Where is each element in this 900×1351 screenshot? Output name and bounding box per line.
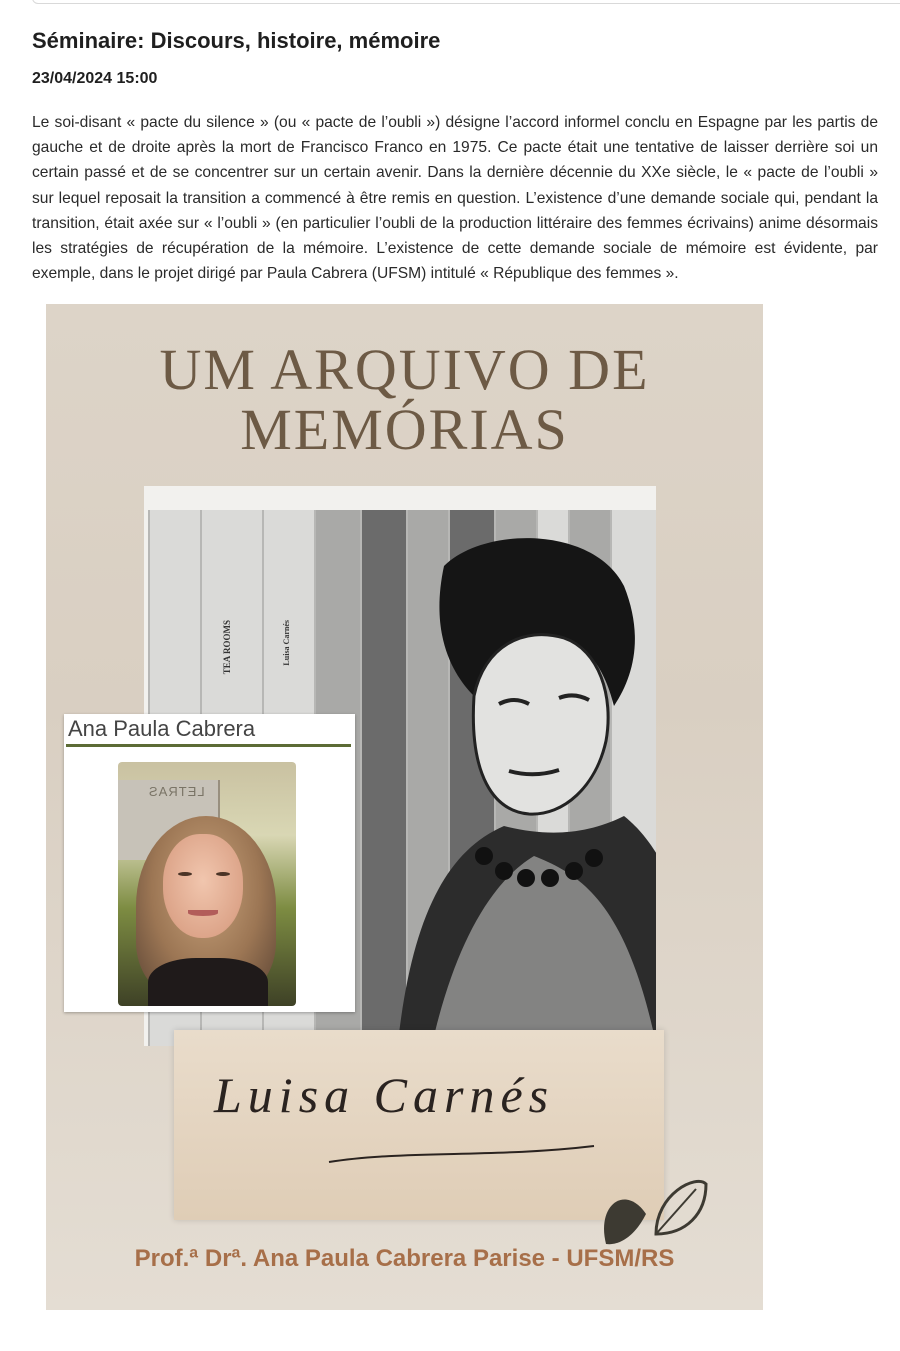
seminar-poster-image[interactable] bbox=[46, 304, 763, 1310]
book-spine-label: TEA ROOMS bbox=[222, 620, 232, 675]
eye bbox=[178, 872, 192, 876]
poster-footer-credit: Prof.ª Drª. Ana Paula Cabrera Parise - UFSM/RS bbox=[134, 1245, 675, 1272]
face bbox=[163, 834, 243, 938]
article-body: Le soi-disant « pacte du silence » (ou « pacte de l’oubli ») désigne l’accord informel conclu en Espagne par les partis de gauche et de droite après la mort de Francisco Franco en 1975. Ce pacte était une tentative de laisser derrière soi un certain passé et de se concentrer sur un certain avenir. Dans la dernière décennie du XXe siècle, le « pacte de l’oubli » sur lequel reposait la transition a commencé à être remis en question. L’existence d’une demande sociale qui, pendant la transition, était axée sur « l’oubli » (en particulier l’oubli de la production littéraire des femmes écrivains) anime désormais les stratégies de récupération de la mémoire. L’existence de cette demande sociale de mémoire est évidente, par exemple, dans le projet dirigé par Paula Cabrera (UFSM) intitulé « République des femmes ». bbox=[32, 114, 878, 283]
article-date: 23/04/2024 15:00 bbox=[32, 70, 158, 87]
article-title[interactable]: Séminaire: Discours, histoire, mémoire bbox=[32, 28, 441, 53]
leaf-icon bbox=[586, 1164, 716, 1254]
speaker-photo bbox=[118, 762, 296, 1006]
speaker-name: Ana Paula Cabrera bbox=[68, 716, 256, 741]
speaker-inset-card bbox=[64, 714, 355, 1012]
book-spine-label: Luisa Carnés bbox=[282, 620, 291, 666]
building-sign-text: LETRAS bbox=[148, 784, 205, 799]
eye bbox=[216, 872, 230, 876]
handwritten-signature: Luisa Carnés bbox=[214, 1067, 555, 1123]
woman-portrait-drawing bbox=[334, 526, 656, 1046]
previous-card-edge bbox=[32, 0, 900, 4]
clothing bbox=[148, 958, 268, 1006]
mouth bbox=[188, 910, 218, 916]
signature-underline bbox=[324, 1140, 604, 1170]
poster-title-line-1: UM ARQUIVO DE bbox=[159, 337, 650, 402]
poster-title-line-2: MEMÓRIAS bbox=[240, 397, 569, 462]
speaker-name-underline bbox=[66, 744, 351, 747]
